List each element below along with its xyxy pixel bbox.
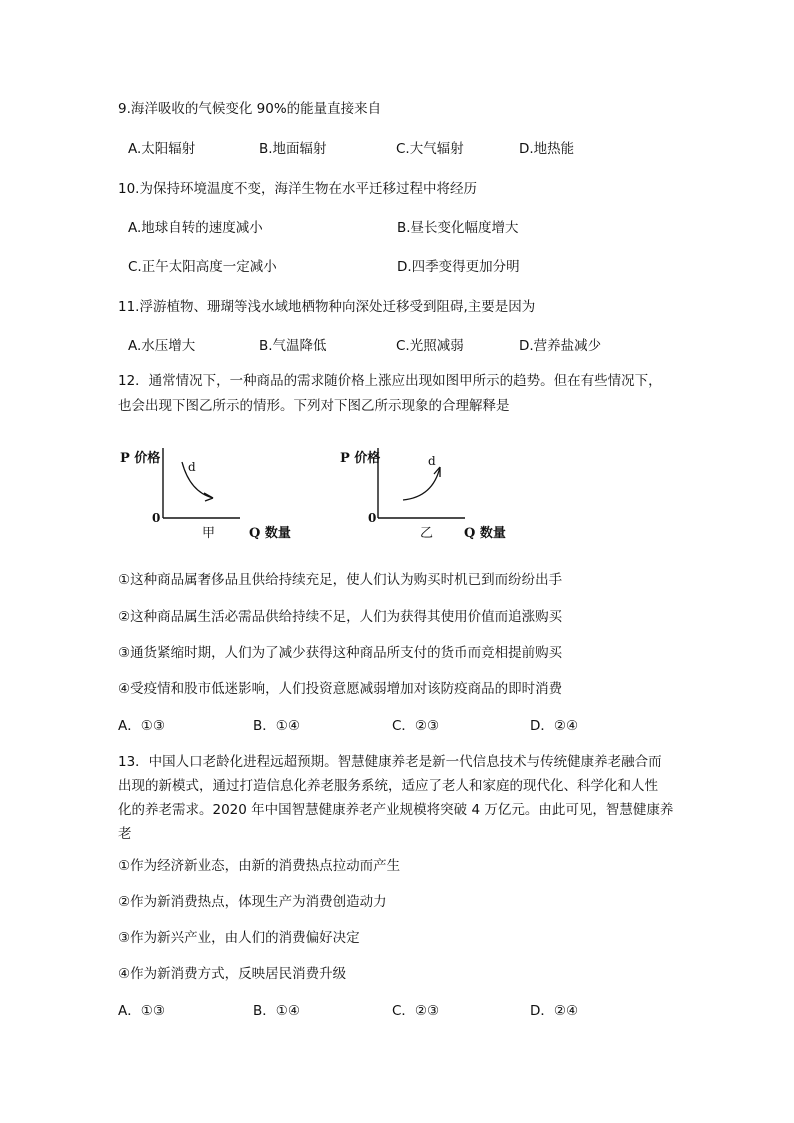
q9-option-c: C.大气辐射 bbox=[396, 141, 464, 157]
figure-jia-name: 甲 bbox=[202, 526, 216, 541]
figure-yi bbox=[340, 440, 530, 550]
q12-stem-line-1: 12．通常情况下，一种商品的需求随价格上涨应出现如图甲所示的趋势。但在有些情况下， bbox=[118, 373, 662, 389]
q12-statement-1: ①这种商品属奢侈品且供给持续充足，使人们认为购买时机已到而纷纷出手 bbox=[118, 572, 563, 588]
q13-option-b: B．①④ bbox=[253, 1003, 300, 1019]
figure-yi-x-label: Q 数量 bbox=[464, 526, 506, 541]
q13-statement-1: ①作为经济新业态，由新的消费热点拉动而产生 bbox=[118, 858, 401, 874]
figure-yi-curve-label: d bbox=[428, 454, 436, 468]
q9-stem: 9.海洋吸收的气候变化 90%的能量直接来自 bbox=[118, 101, 382, 117]
figure-yi-demand-curve bbox=[403, 467, 440, 500]
figure-jia-demand-curve bbox=[182, 462, 213, 498]
figure-yi-graph bbox=[340, 440, 530, 550]
q13-stem-line-2: 出现的新模式，通过打造信息化养老服务系统，适应了老人和家庭的现代化、科学化和人性 bbox=[118, 778, 658, 794]
q12-statement-2: ②这种商品属生活必需品供给持续不足，人们为获得其使用价值而追涨购买 bbox=[118, 609, 563, 625]
q12-option-a: A．①③ bbox=[118, 718, 165, 734]
q10-stem: 10.为保持环境温度不变，海洋生物在水平迁移过程中将经历 bbox=[118, 181, 477, 197]
figure-jia-curve-label: d bbox=[188, 460, 196, 474]
q11-option-c: C.光照减弱 bbox=[396, 338, 464, 354]
q11-option-d: D.营养盐减少 bbox=[519, 338, 602, 354]
q13-option-d: D．②④ bbox=[530, 1003, 579, 1019]
q10-option-d: D.四季变得更加分明 bbox=[397, 259, 520, 275]
q10-option-b: B.昼长变化幅度增大 bbox=[397, 220, 519, 236]
figure-jia-graph bbox=[118, 440, 308, 550]
figure-yi-y-label: P 价格 bbox=[340, 451, 381, 466]
figure-jia-origin: 0 bbox=[152, 511, 161, 525]
figure-jia-y-label: P 价格 bbox=[120, 451, 161, 466]
q11-stem: 11.浮游植物、珊瑚等浅水域地栖物种向深处迁移受到阻碍,主要是因为 bbox=[118, 299, 536, 315]
q12-statement-3: ③通货紧缩时期，人们为了减少获得这种商品所支付的货币而竞相提前购买 bbox=[118, 645, 563, 661]
q12-stem-line-2: 也会出现下图乙所示的情形。下列对下图乙所示现象的合理解释是 bbox=[118, 398, 510, 414]
q13-stem-line-1: 13．中国人口老龄化进程远超预期。智慧健康养老是新一代信息技术与传统健康养老融合而 bbox=[118, 754, 662, 770]
q11-option-a: A.水压增大 bbox=[128, 338, 196, 354]
q13-stem-line-3: 化的养老需求。2020 年中国智慧健康养老产业规模将突破 4 万亿元。由此可见，智慧健康养 bbox=[118, 802, 674, 818]
q13-option-a: A．①③ bbox=[118, 1003, 165, 1019]
q12-option-b: B．①④ bbox=[253, 718, 300, 734]
q13-option-c: C．②③ bbox=[392, 1003, 440, 1019]
figure-jia-x-label: Q 数量 bbox=[249, 526, 291, 541]
q10-option-c: C.正午太阳高度一定减小 bbox=[128, 259, 277, 275]
q13-stem-line-4: 老 bbox=[118, 826, 132, 842]
figure-yi-name: 乙 bbox=[420, 526, 434, 541]
q13-statement-4: ④作为新消费方式，反映居民消费升级 bbox=[118, 966, 347, 982]
q10-option-a: A.地球自转的速度减小 bbox=[128, 220, 263, 236]
q12-option-d: D．②④ bbox=[530, 718, 579, 734]
q12-option-c: C．②③ bbox=[392, 718, 440, 734]
figure-yi-origin: 0 bbox=[368, 511, 377, 525]
q12-statement-4: ④受疫情和股市低迷影响，人们投资意愿减弱增加对该防疫商品的即时消费 bbox=[118, 681, 563, 697]
q9-option-a: A.太阳辐射 bbox=[128, 141, 196, 157]
q9-option-d: D.地热能 bbox=[519, 141, 575, 157]
q13-statement-3: ③作为新兴产业，由人们的消费偏好决定 bbox=[118, 930, 360, 946]
q9-option-b: B.地面辐射 bbox=[259, 141, 327, 157]
q11-option-b: B.气温降低 bbox=[259, 338, 327, 354]
figure-jia bbox=[118, 440, 308, 550]
q13-statement-2: ②作为新消费热点，体现生产为消费创造动力 bbox=[118, 894, 387, 910]
